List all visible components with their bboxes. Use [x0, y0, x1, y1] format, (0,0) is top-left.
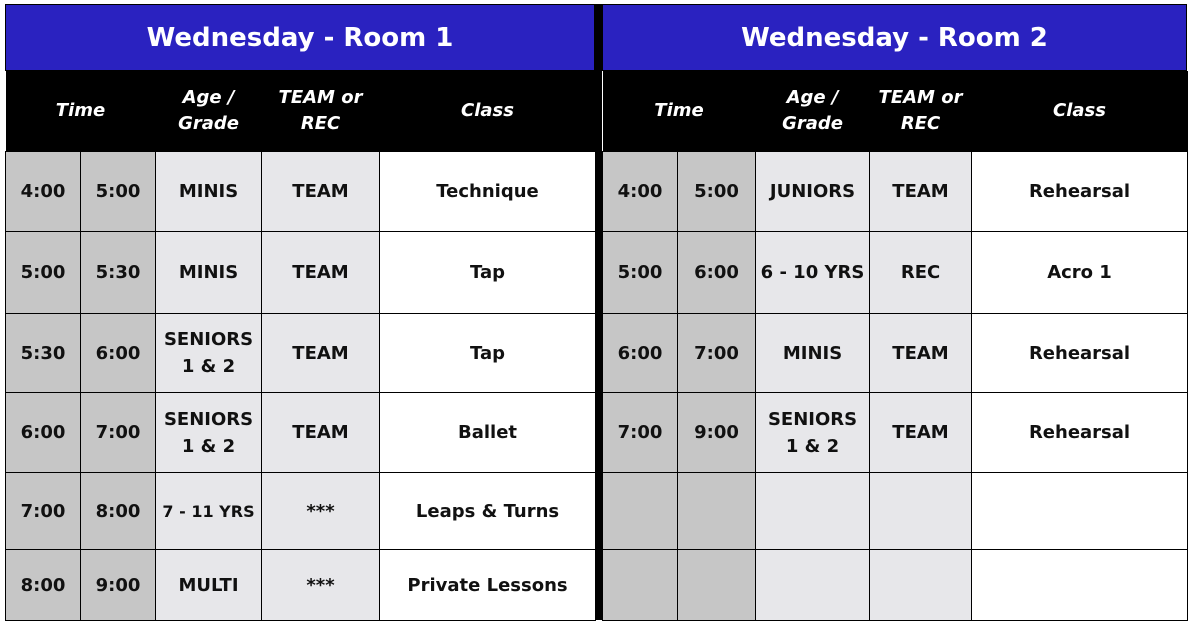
table-row	[6, 550, 596, 621]
header-row	[6, 71, 596, 152]
schedule-table	[5, 71, 596, 621]
end-time: 5:00	[81, 152, 156, 232]
class-name: Tap	[380, 314, 596, 393]
table-row	[6, 473, 596, 550]
start-time: 5:00	[603, 232, 678, 314]
age-grade: 6 - 10 YRS	[756, 232, 870, 314]
table-row	[6, 393, 596, 473]
team-or-rec: REC	[870, 232, 972, 314]
time-header: Time	[603, 71, 756, 152]
start-time: 7:00	[6, 473, 81, 550]
team-or-rec: ***	[262, 550, 380, 621]
start-time: 5:00	[6, 232, 81, 314]
class-name: Rehearsal	[972, 314, 1188, 393]
class-name: Ballet	[380, 393, 596, 473]
class-name: Private Lessons	[380, 550, 596, 621]
class-name: Acro 1	[972, 232, 1188, 314]
header-row	[603, 71, 1188, 152]
age-grade: MINIS	[156, 232, 262, 314]
type-header: TEAM or REC	[870, 71, 972, 152]
end-time: 7:00	[678, 314, 756, 393]
end-time: 7:00	[81, 393, 156, 473]
age-grade: SENIORS 1 & 2	[756, 393, 870, 473]
table-row	[603, 393, 1188, 473]
start-time: 6:00	[603, 314, 678, 393]
class-name: Tap	[380, 232, 596, 314]
table-row	[603, 152, 1188, 232]
start-time: 5:30	[6, 314, 81, 393]
team-or-rec: TEAM	[262, 152, 380, 232]
table-row	[603, 314, 1188, 393]
start-time: 4:00	[6, 152, 81, 232]
age-header: Age / Grade	[156, 71, 262, 152]
end-time: 9:00	[678, 393, 756, 473]
start-time: 8:00	[6, 550, 81, 621]
start-time	[603, 473, 678, 550]
room-2-schedule	[602, 4, 1187, 621]
age-grade: MULTI	[156, 550, 262, 621]
age-header: Age / Grade	[756, 71, 870, 152]
class-name	[972, 550, 1188, 621]
start-time: 4:00	[603, 152, 678, 232]
class-name: Technique	[380, 152, 596, 232]
table-row	[603, 473, 1188, 550]
type-header: TEAM or REC	[262, 71, 380, 152]
start-time: 6:00	[6, 393, 81, 473]
table-row	[6, 152, 596, 232]
team-or-rec: TEAM	[870, 314, 972, 393]
team-or-rec: TEAM	[262, 393, 380, 473]
table-row	[603, 550, 1188, 621]
class-name: Rehearsal	[972, 393, 1188, 473]
team-or-rec: ***	[262, 473, 380, 550]
class-header: Class	[972, 71, 1188, 152]
end-time: 9:00	[81, 550, 156, 621]
room-divider	[595, 4, 602, 620]
end-time: 5:30	[81, 232, 156, 314]
age-grade: MINIS	[156, 152, 262, 232]
end-time: 5:00	[678, 152, 756, 232]
room-title: Wednesday - Room 2	[602, 4, 1187, 71]
age-grade: JUNIORS	[756, 152, 870, 232]
end-time	[678, 550, 756, 621]
class-header: Class	[380, 71, 596, 152]
start-time	[603, 550, 678, 621]
team-or-rec	[870, 550, 972, 621]
end-time: 6:00	[678, 232, 756, 314]
class-name: Leaps & Turns	[380, 473, 596, 550]
room-1-schedule	[5, 4, 595, 621]
team-or-rec: TEAM	[262, 314, 380, 393]
age-grade: SENIORS 1 & 2	[156, 393, 262, 473]
age-grade: MINIS	[756, 314, 870, 393]
age-grade	[756, 550, 870, 621]
team-or-rec: TEAM	[870, 393, 972, 473]
team-or-rec	[870, 473, 972, 550]
room-title: Wednesday - Room 1	[5, 4, 595, 71]
schedule-table	[602, 71, 1188, 621]
age-grade: SENIORS 1 & 2	[156, 314, 262, 393]
end-time: 8:00	[81, 473, 156, 550]
team-or-rec: TEAM	[262, 232, 380, 314]
table-row	[603, 232, 1188, 314]
end-time	[678, 473, 756, 550]
age-grade	[756, 473, 870, 550]
class-name	[972, 473, 1188, 550]
time-header: Time	[6, 71, 156, 152]
table-row	[6, 232, 596, 314]
end-time: 6:00	[81, 314, 156, 393]
age-grade: 7 - 11 YRS	[156, 473, 262, 550]
table-row	[6, 314, 596, 393]
team-or-rec: TEAM	[870, 152, 972, 232]
class-name: Rehearsal	[972, 152, 1188, 232]
start-time: 7:00	[603, 393, 678, 473]
